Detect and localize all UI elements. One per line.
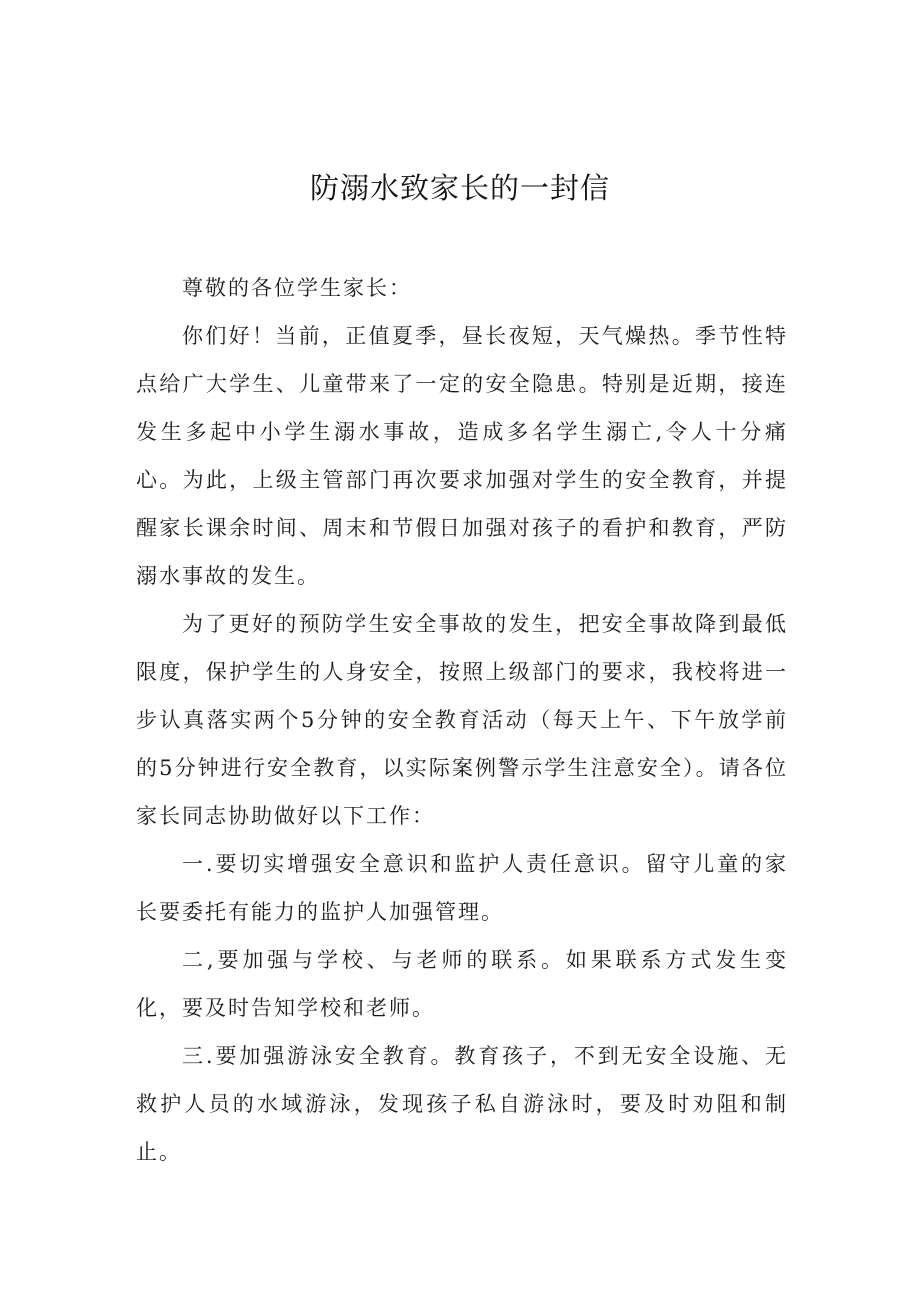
paragraph-item-one: 一.要切实增强安全意识和监护人责任意识。留守儿童的家长要委托有能力的监护人加强管理。 xyxy=(136,852,788,924)
paragraph-greeting: 你们好！当前，正值夏季，昼长夜短，天气燥热。季节性特点给广大学生、儿童带来了一定的安全隐患。特别是近期，接连发生多起中小学生溺水事故，造成多名学生溺亡,令人十分痛心。为此，上级主管部门再次要求加强对学生的安全教育，并提醒家长课余时间、周末和节假日加强对孩子的看护和教育，严防溺水事故的发生。 xyxy=(136,324,788,588)
paragraph-measures: 为了更好的预防学生安全事故的发生，把安全事故降到最低限度，保护学生的人身安全，按照上级部门的要求，我校将进一步认真落实两个5分钟的安全教育活动（每天上午、下午放学前的5分钟进行安全教育，以实际案例警示学生注意安全）。请各位家长同志协助做好以下工作： xyxy=(136,612,788,828)
paragraph-item-three: 三.要加强游泳安全教育。教育孩子，不到无安全设施、无救护人员的水域游泳，发现孩子私自游泳时，要及时劝阻和制止。 xyxy=(136,1044,788,1164)
document-title: 防溺水致家长的一封信 xyxy=(309,171,610,205)
salutation: 尊敬的各位学生家长： xyxy=(182,276,412,300)
letter-body xyxy=(136,264,788,1176)
paragraph-item-two: 二,要加强与学校、与老师的联系。如果联系方式发生变化，要及时告知学校和老师。 xyxy=(136,948,788,1020)
